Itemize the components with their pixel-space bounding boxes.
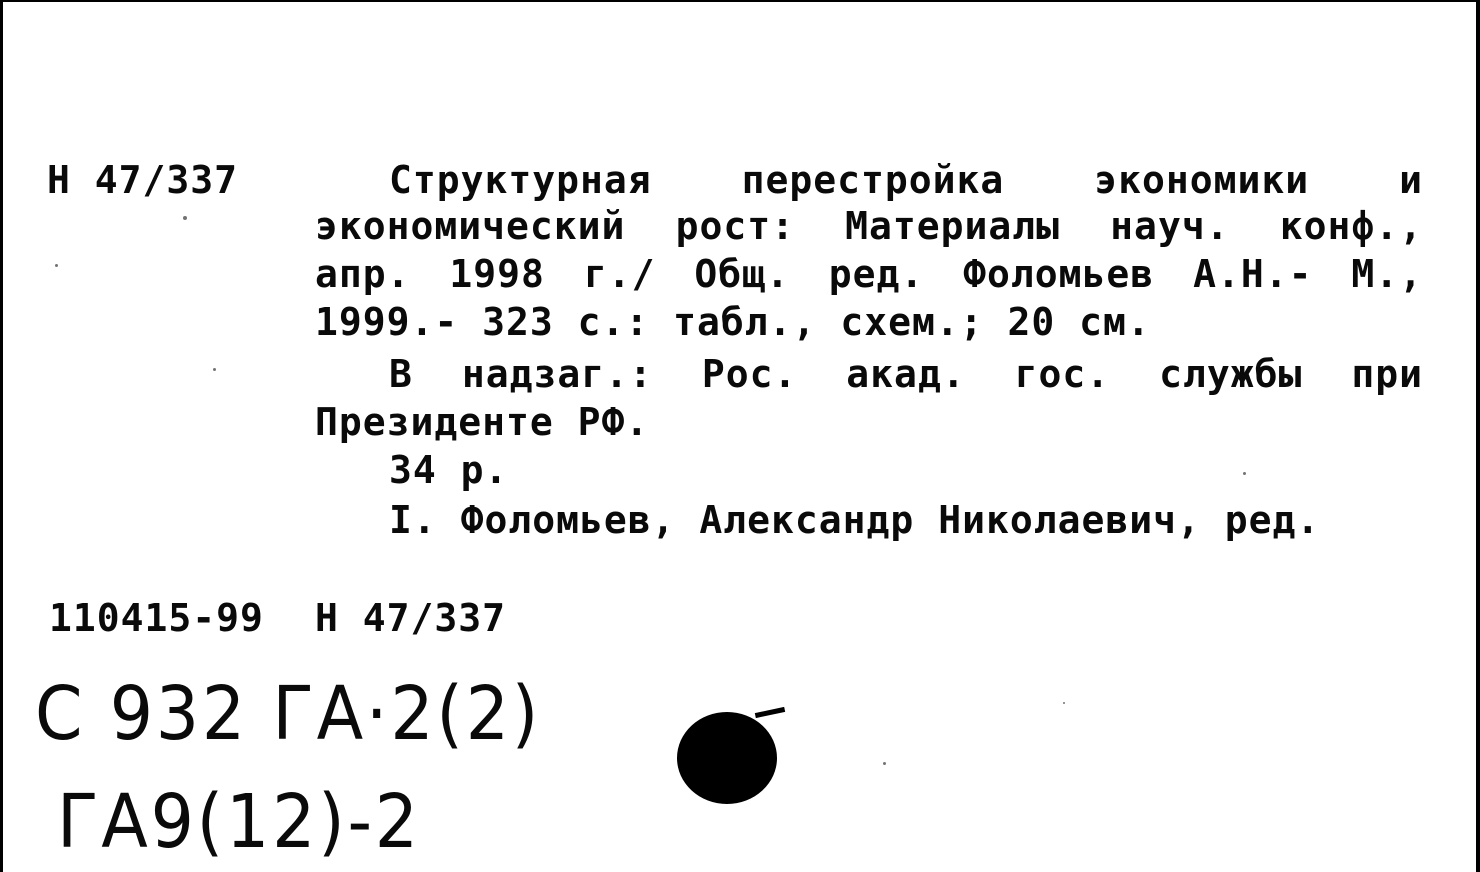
scan-speck — [883, 762, 886, 765]
punch-hole-mark — [755, 707, 785, 718]
shelfmark-repeat: Н 47/337 — [315, 596, 507, 640]
description-line-1: Структурная перестройка экономики и — [389, 158, 1423, 202]
shelfmark: Н 47/337 — [47, 158, 239, 202]
punch-hole — [677, 712, 777, 804]
description-line-2: экономический рост: Материалы науч. конф., — [315, 204, 1423, 248]
handwritten-classification-1: С 932 ГА·2(2) — [35, 671, 542, 757]
scan-speck — [55, 264, 58, 267]
scan-speck — [1243, 472, 1246, 475]
handwritten-classification-2: ГА9(12)-2 — [57, 779, 421, 865]
note-line-2: Президенте РФ. — [315, 400, 650, 444]
note-line-1: В надзаг.: Рос. акад. гос. службы при — [389, 352, 1423, 396]
description-line-4: 1999.- 323 с.: табл., схем.; 20 см. — [315, 300, 1151, 344]
added-entry: I. Фоломьев, Александр Николаевич, ред. — [389, 498, 1321, 542]
record-number: 110415-99 — [49, 596, 264, 640]
scan-speck — [1063, 702, 1065, 704]
scan-speck — [183, 216, 187, 220]
scan-speck — [213, 368, 216, 371]
description-line-3: апр. 1998 г./ Общ. ред. Фоломьев А.Н.- М., — [315, 252, 1423, 296]
price: 34 р. — [389, 448, 509, 492]
